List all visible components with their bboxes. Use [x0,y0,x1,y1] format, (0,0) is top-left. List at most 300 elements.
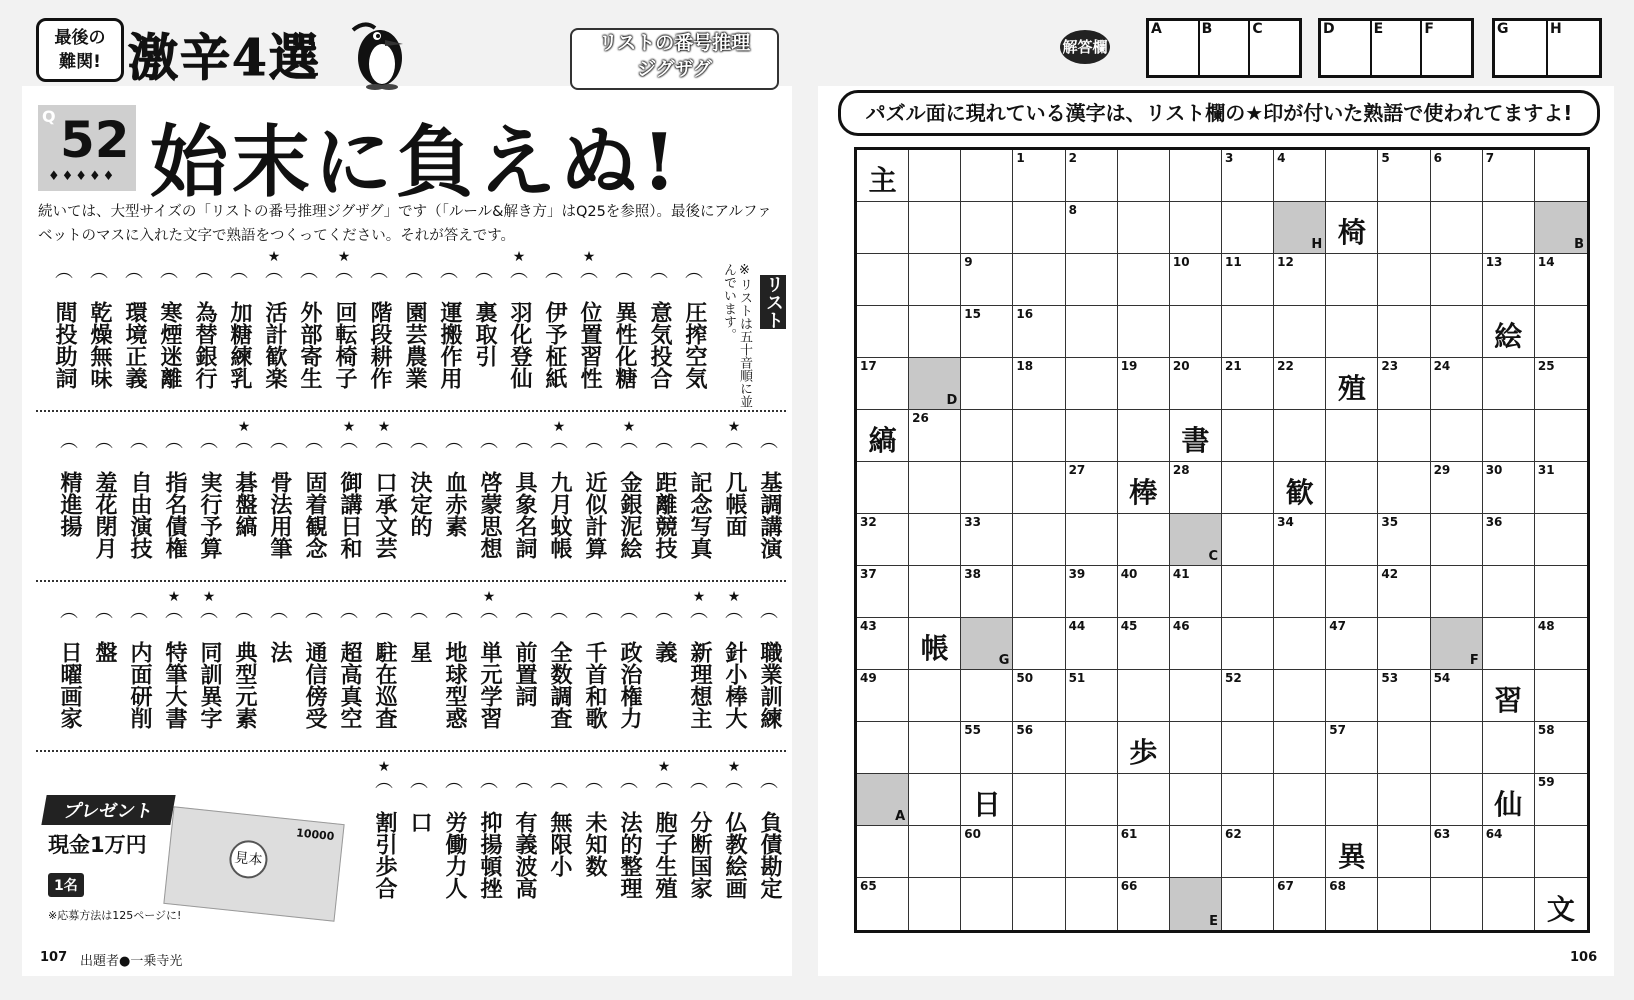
grid-cell[interactable] [1274,254,1326,306]
grid-cell[interactable] [961,514,1013,566]
grid-cell[interactable] [1431,202,1483,254]
grid-cell[interactable] [857,254,909,306]
grid-cell[interactable] [1431,254,1483,306]
answer-letter-cell[interactable] [1170,878,1222,930]
grid-cell[interactable] [1222,462,1274,514]
grid-cell[interactable] [857,618,909,670]
grid-cell[interactable] [1378,462,1430,514]
list-word: 労働力人 [442,811,467,899]
grid-cell[interactable] [1013,254,1065,306]
grid-cell[interactable] [1483,774,1535,826]
grid-cell[interactable] [1118,670,1170,722]
grid-cell[interactable] [857,826,909,878]
grid-cell[interactable] [1483,670,1535,722]
answer-blank: ︵ [440,261,458,282]
cell-number: 12 [1277,255,1294,269]
grid-cell[interactable] [1274,514,1326,566]
list-word: 御講日和 [337,471,362,559]
grid-cell[interactable] [1274,826,1326,878]
grid-cell[interactable] [1326,774,1378,826]
grid-cell[interactable] [961,670,1013,722]
grid-cell[interactable] [1118,410,1170,462]
list-word: 精進揚 [57,471,82,537]
grid-cell[interactable] [909,670,961,722]
grid-cell[interactable] [909,306,961,358]
list-word: 決定的 [407,471,432,537]
answer-blank: ︵ [685,261,703,282]
list-word: 外部寄生 [297,301,322,389]
grid-cell[interactable] [1378,618,1430,670]
grid-cell[interactable] [1431,722,1483,774]
answer-cell-a[interactable]: A [1149,21,1200,75]
grid-cell[interactable] [1118,358,1170,410]
grid-cell[interactable] [1378,306,1430,358]
grid-cell[interactable] [1326,722,1378,774]
grid-cell[interactable] [909,150,961,202]
grid-cell[interactable] [857,462,909,514]
grid-cell[interactable] [961,566,1013,618]
grid-cell[interactable] [1326,514,1378,566]
grid-cell[interactable] [1378,566,1430,618]
answer-blank: ︵ [270,431,288,452]
grid-cell[interactable] [1170,670,1222,722]
answer-blank: ︵ [335,261,353,282]
grid-cell[interactable] [1535,358,1587,410]
grid-cell[interactable] [1222,774,1274,826]
grid-cell[interactable] [1535,670,1587,722]
cell-kanji: 椅 [1337,216,1366,249]
grid-cell[interactable] [1535,774,1587,826]
grid-cell[interactable] [1066,566,1118,618]
grid-cell[interactable] [1483,514,1535,566]
grid-cell[interactable] [1483,826,1535,878]
grid-cell[interactable] [1431,670,1483,722]
puzzle-title: 始末に負えぬ! [150,117,681,208]
grid-cell[interactable] [1483,358,1535,410]
grid-cell[interactable] [1326,462,1378,514]
grid-cell[interactable] [1483,202,1535,254]
cell-number: 44 [1068,619,1086,633]
grid-cell[interactable] [1274,566,1326,618]
grid-cell[interactable] [1118,202,1170,254]
grid-cell[interactable] [1118,254,1170,306]
list-divider [36,580,786,582]
list-word: 回転椅子 [332,301,357,389]
list-word: 超高真空 [337,641,362,729]
cell-number: 7 [1485,151,1495,165]
answer-blank: ︵ [515,771,533,792]
grid-cell[interactable] [1066,202,1118,254]
cell-number: 66 [1120,879,1138,893]
grid-cell[interactable] [1170,462,1222,514]
cell-number: 57 [1329,723,1346,737]
grid-cell[interactable] [857,150,909,202]
present-label: プレゼント [41,795,176,825]
grid-cell[interactable] [1535,722,1587,774]
grid-cell[interactable] [1222,254,1274,306]
grid-cell[interactable] [1483,878,1535,930]
answer-blank: ︵ [200,601,218,622]
grid-cell[interactable] [961,410,1013,462]
list-word: 几帳面 [722,471,747,537]
grid-cell[interactable] [1483,462,1535,514]
grid-cell[interactable] [1326,150,1378,202]
grid-cell[interactable] [1066,826,1118,878]
grid-cell[interactable] [1431,306,1483,358]
answer-blank: ︵ [375,431,393,452]
list-word: 日曜画家 [57,641,82,729]
grid-cell[interactable] [1066,462,1118,514]
grid-cell[interactable] [909,774,961,826]
answer-letter-cell[interactable] [1274,202,1326,254]
grid-cell[interactable] [1431,774,1483,826]
grid-cell[interactable] [1170,254,1222,306]
list-word: 位置習性 [577,301,602,389]
grid-cell[interactable] [1274,618,1326,670]
answer-blank: ︵ [90,261,108,282]
grid-cell[interactable] [1431,826,1483,878]
grid-cell[interactable] [1431,358,1483,410]
answer-letter-cell[interactable] [857,774,909,826]
grid-cell[interactable] [1013,618,1065,670]
grid-cell[interactable] [1222,826,1274,878]
grid-cell[interactable] [1431,878,1483,930]
list-word: 加糖練乳 [227,301,252,389]
grid-cell[interactable] [1118,566,1170,618]
cell-kanji: 書 [1181,424,1210,457]
list-word: 典型元素 [232,641,257,729]
list-word: 有義波高 [512,811,537,899]
grid-cell[interactable] [1118,826,1170,878]
grid-cell[interactable] [1118,306,1170,358]
grid-cell[interactable] [1013,202,1065,254]
grid-cell[interactable] [1222,514,1274,566]
grid-cell[interactable] [1326,410,1378,462]
grid-cell[interactable] [857,722,909,774]
grid-cell[interactable] [1118,618,1170,670]
grid-cell[interactable] [909,826,961,878]
grid-cell[interactable] [1431,566,1483,618]
cell-number: 32 [860,515,877,529]
cell-number: 37 [860,567,877,581]
grid-cell[interactable] [909,202,961,254]
grid-cell[interactable] [1066,514,1118,566]
answer-blank: ︵ [615,261,633,282]
list-word: 為替銀行 [192,301,217,389]
answer-letter-cell[interactable] [1170,514,1222,566]
answer-letter-cell[interactable] [1431,618,1483,670]
grid-cell[interactable] [1326,202,1378,254]
answer-blank: ︵ [195,261,213,282]
grid-cell[interactable] [1066,254,1118,306]
grid-cell[interactable] [1013,410,1065,462]
answer-cell-g[interactable]: G [1495,21,1548,75]
grid-cell[interactable] [961,202,1013,254]
grid-cell[interactable] [1378,878,1430,930]
grid-cell[interactable] [857,566,909,618]
grid-cell[interactable] [1222,358,1274,410]
grid-cell[interactable] [1483,306,1535,358]
grid-cell[interactable] [1066,410,1118,462]
grid-cell[interactable] [1013,306,1065,358]
list-word: 園芸農業 [402,301,427,389]
list-word: 口承文芸 [372,471,397,559]
grid-cell[interactable] [1013,774,1065,826]
grid-cell[interactable] [1013,462,1065,514]
present-prize: 現金1万円 [48,833,147,857]
answer-cell-h[interactable]: H [1550,21,1562,37]
grid-cell[interactable] [1013,566,1065,618]
grid-cell[interactable] [909,462,961,514]
grid-cell[interactable] [1535,514,1587,566]
grid-cell[interactable] [1118,514,1170,566]
grid-cell[interactable] [1170,358,1222,410]
grid-cell[interactable] [1274,722,1326,774]
grid-cell[interactable] [1222,878,1274,930]
grid-cell[interactable] [1222,566,1274,618]
grid-cell[interactable] [1274,670,1326,722]
grid-cell[interactable] [1326,254,1378,306]
grid-cell[interactable] [1431,410,1483,462]
cell-number: 36 [1485,515,1503,529]
grid-cell[interactable] [1222,306,1274,358]
grid-cell[interactable] [1378,514,1430,566]
grid-cell[interactable] [1066,774,1118,826]
grid-cell[interactable] [1535,254,1587,306]
grid-cell[interactable] [1326,358,1378,410]
grid-cell[interactable] [1274,150,1326,202]
cell-number: 59 [1537,775,1555,789]
grid-cell[interactable] [1013,670,1065,722]
cell-kanji: 歩 [1129,736,1158,769]
grid-cell[interactable] [1066,878,1118,930]
cell-number: 62 [1225,827,1242,841]
list-word: 駐在巡査 [372,641,397,729]
answer-blank: ︵ [445,431,463,452]
grid-cell[interactable] [1483,566,1535,618]
star-mark: ★ [552,419,566,435]
grid-cell[interactable] [1378,254,1430,306]
grid-cell[interactable] [1066,618,1118,670]
grid-cell[interactable] [1118,878,1170,930]
grid-cell[interactable] [1170,618,1222,670]
answer-blank: ︵ [690,771,708,792]
cell-number: 46 [1172,619,1190,633]
grid-cell[interactable] [1170,150,1222,202]
grid-cell[interactable] [1378,358,1430,410]
grid-cell[interactable] [1013,878,1065,930]
answer-blank: ︵ [410,601,428,622]
answer-blank: ︵ [410,431,428,452]
grid-cell[interactable] [1222,618,1274,670]
grid-cell[interactable] [1222,150,1274,202]
cell-number: 14 [1537,255,1555,269]
grid-cell[interactable] [1431,462,1483,514]
grid-cell[interactable] [1483,254,1535,306]
grid-cell[interactable] [1535,618,1587,670]
grid-cell[interactable] [1326,566,1378,618]
grid-cell[interactable] [961,358,1013,410]
answer-blank: ︵ [305,601,323,622]
cell-number: 4 [1277,151,1286,165]
series-title: 激辛4選 [128,28,321,87]
grid-cell[interactable] [1535,410,1587,462]
grid-cell[interactable] [1118,722,1170,774]
answer-letter-cell[interactable] [961,618,1013,670]
grid-cell[interactable] [961,722,1013,774]
grid-cell[interactable] [1222,722,1274,774]
cell-number: 28 [1172,463,1190,477]
grid-cell[interactable] [909,514,961,566]
grid-cell[interactable] [1118,774,1170,826]
cell-number: 8 [1068,203,1077,217]
cell-kanji: 文 [1546,893,1575,926]
cell-number: 9 [964,255,973,269]
grid-cell[interactable] [1013,826,1065,878]
grid-cell[interactable] [1326,670,1378,722]
answer-blank: ︵ [690,601,708,622]
grid-cell[interactable] [857,202,909,254]
cell-number: 25 [1537,359,1555,373]
grid-cell[interactable] [1222,202,1274,254]
grid-cell[interactable] [1274,462,1326,514]
grid-cell[interactable] [1274,878,1326,930]
grid-cell[interactable] [1378,826,1430,878]
list-word: 抑揚頓挫 [477,811,502,899]
grid-cell[interactable] [961,254,1013,306]
grid-cell[interactable] [1378,202,1430,254]
answer-blank: ︵ [265,261,283,282]
cell-number: 5 [1381,151,1390,165]
answer-blank: ︵ [95,601,113,622]
grid-cell[interactable] [1326,618,1378,670]
grid-cell[interactable] [1170,774,1222,826]
grid-cell[interactable] [1274,774,1326,826]
grid-cell[interactable] [909,254,961,306]
list-word: 近似計算 [582,471,607,559]
grid-cell[interactable] [909,566,961,618]
grid-cell[interactable] [1535,826,1587,878]
grid-cell[interactable] [1535,878,1587,930]
grid-cell[interactable] [857,670,909,722]
grid-cell[interactable] [1118,150,1170,202]
grid-cell[interactable] [1326,306,1378,358]
final-challenge-badge [36,18,124,82]
list-word: 意気投合 [647,301,672,389]
grid-cell[interactable] [1378,410,1430,462]
grid-cell[interactable] [1483,618,1535,670]
grid-cell[interactable] [1535,566,1587,618]
grid-cell[interactable] [1378,722,1430,774]
grid-cell[interactable] [1013,358,1065,410]
star-mark: ★ [657,759,671,775]
grid-cell[interactable] [1378,774,1430,826]
grid-cell[interactable] [1013,722,1065,774]
cell-number: 17 [860,359,877,373]
grid-cell[interactable] [1170,566,1222,618]
grid-cell[interactable] [1222,410,1274,462]
grid-cell[interactable] [1535,150,1587,202]
grid-cell[interactable] [1326,826,1378,878]
grid-cell[interactable] [857,410,909,462]
grid-cell[interactable] [1274,306,1326,358]
grid-cell[interactable] [1274,358,1326,410]
grid-cell[interactable] [909,410,961,462]
grid-cell[interactable] [857,358,909,410]
grid-cell[interactable] [1118,462,1170,514]
puzzle-grid [854,147,1590,933]
answer-letter-cell[interactable] [909,358,961,410]
list-word: 啓蒙思想 [477,471,502,559]
grid-cell[interactable] [1483,722,1535,774]
grid-cell[interactable] [1222,670,1274,722]
cell-number: 68 [1329,879,1346,893]
grid-cell[interactable] [857,514,909,566]
answer-blank: ︵ [165,431,183,452]
grid-cell[interactable] [961,878,1013,930]
grid-cell[interactable] [909,878,961,930]
cell-kanji: 縞 [868,424,897,457]
grid-cell[interactable] [961,462,1013,514]
cell-number: 40 [1120,567,1138,581]
answer-cell-c[interactable]: C [1252,21,1263,37]
cell-number: 13 [1485,255,1503,269]
grid-cell[interactable] [1170,306,1222,358]
grid-cell[interactable] [961,306,1013,358]
answer-letter-cell[interactable] [1535,202,1587,254]
grid-cell[interactable] [961,826,1013,878]
grid-cell[interactable] [1170,826,1222,878]
grid-cell[interactable] [1170,410,1222,462]
author-credit: 出題者●一乗寺光 [80,954,183,969]
grid-cell[interactable] [1170,202,1222,254]
grid-cell[interactable] [1013,150,1065,202]
answer-blank: ︵ [725,431,743,452]
star-mark: ★ [727,589,741,605]
grid-cell[interactable] [1066,358,1118,410]
grid-cell[interactable] [857,306,909,358]
grid-cell[interactable] [909,722,961,774]
grid-cell[interactable] [1378,150,1430,202]
grid-cell[interactable] [1066,150,1118,202]
grid-cell[interactable] [909,618,961,670]
grid-cell[interactable] [857,878,909,930]
grid-cell[interactable] [1066,306,1118,358]
grid-cell[interactable] [1066,722,1118,774]
answer-cell-f[interactable]: F [1424,21,1434,37]
grid-cell[interactable] [1535,462,1587,514]
grid-cell[interactable] [1535,306,1587,358]
answer-cell-b[interactable]: B [1200,21,1251,75]
grid-cell[interactable] [1378,670,1430,722]
answer-cell-d[interactable]: D [1321,21,1372,75]
list-word: 距離競技 [652,471,677,559]
grid-cell[interactable] [1066,670,1118,722]
grid-cell[interactable] [1013,514,1065,566]
cell-number: 60 [964,827,981,841]
grid-cell[interactable] [1274,410,1326,462]
list-word: 法 [267,641,292,663]
grid-cell[interactable] [1326,878,1378,930]
grid-cell[interactable] [1483,410,1535,462]
grid-cell[interactable] [1431,514,1483,566]
grid-cell[interactable] [1170,722,1222,774]
answer-cell-e[interactable]: E [1372,21,1423,75]
grid-cell[interactable] [1431,150,1483,202]
grid-cell[interactable] [961,774,1013,826]
grid-cell[interactable] [961,150,1013,202]
grid-cell[interactable] [1483,150,1535,202]
